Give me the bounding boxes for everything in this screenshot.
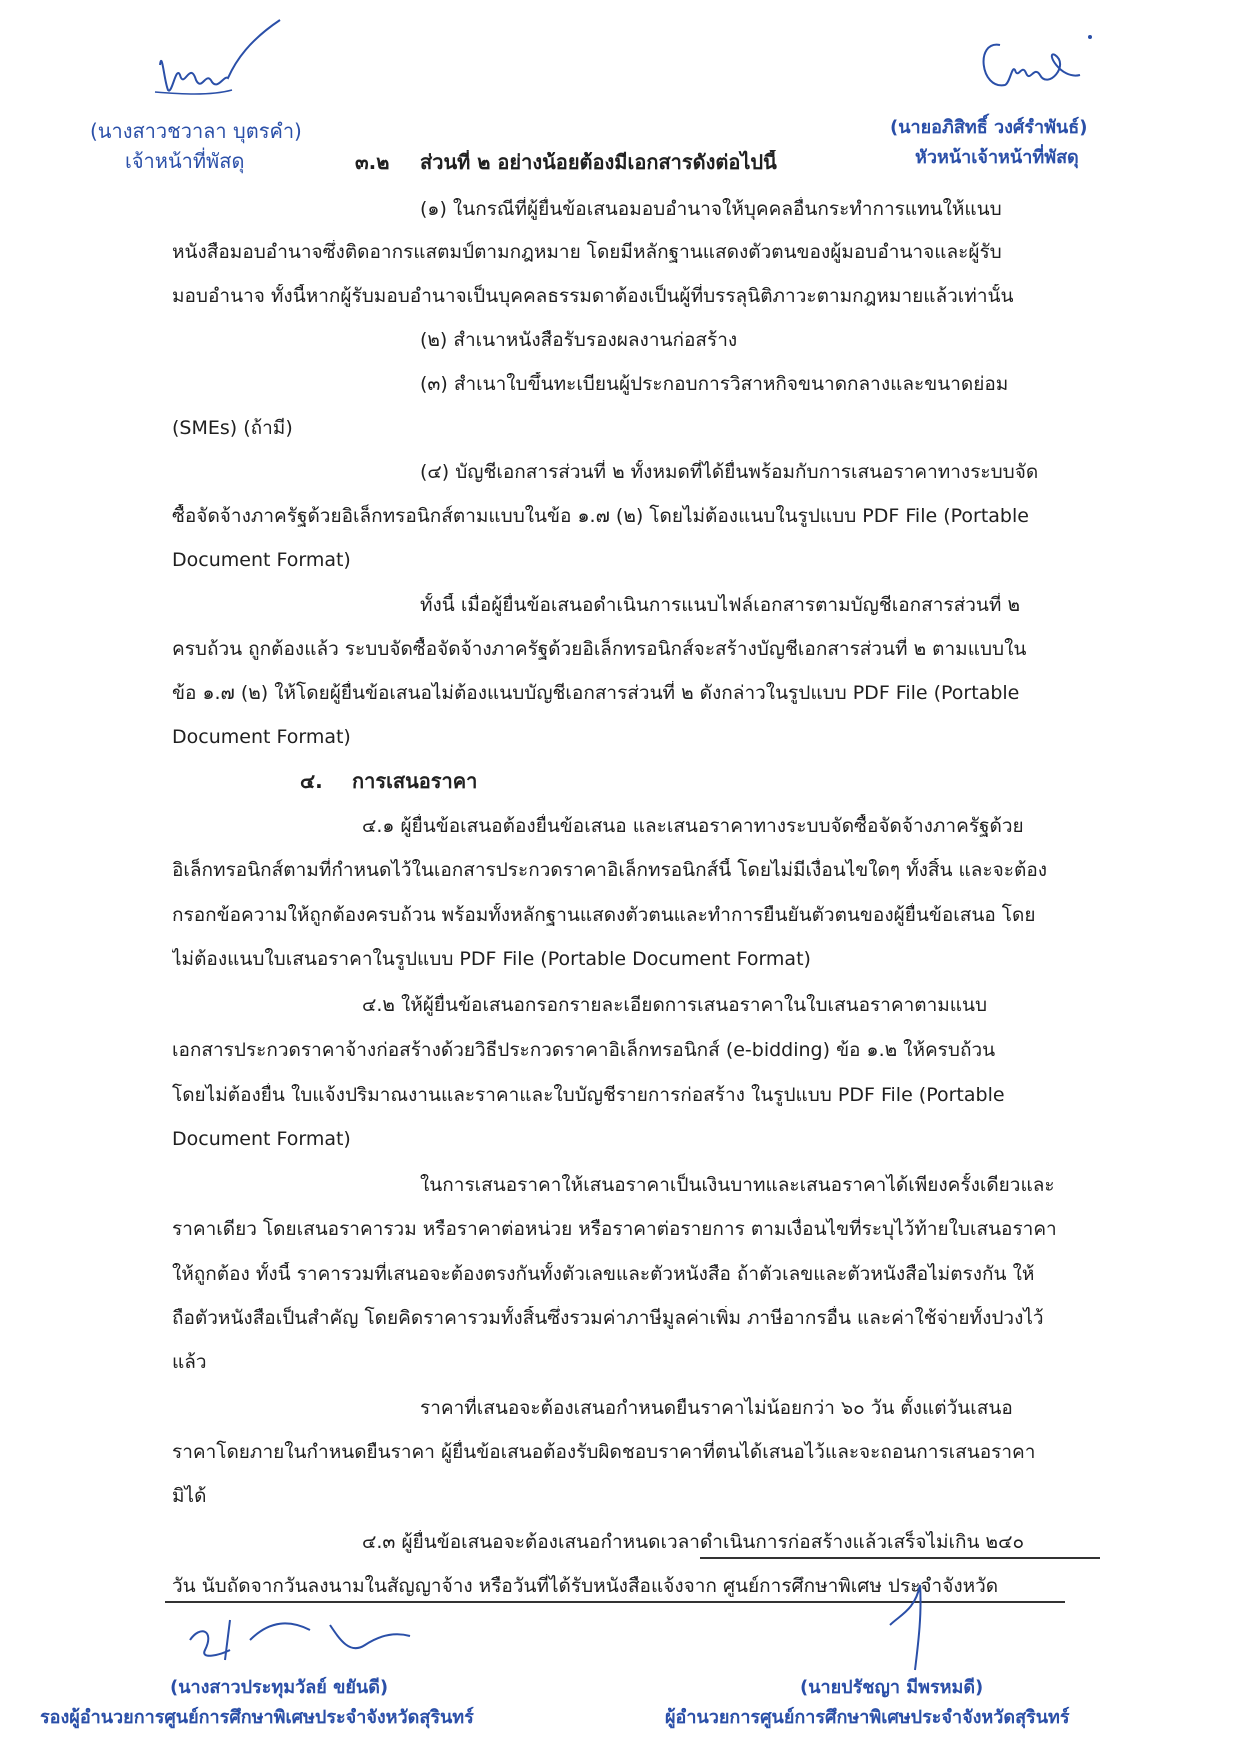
validity-line1: ราคาที่เสนอจะต้องเสนอกำหนดยืนราคาไม่น้อยกว่า ๖๐ วัน ตั้งแต่วันเสนอ [420,1397,1013,1419]
bottom-left-signer-name: (นางสาวประทุมวัลย์ ขยันดี) [170,1677,389,1698]
validity-line3: มิได้ [172,1485,207,1507]
item1-line3: มอบอำนาจ ทั้งนี้หากผู้รับมอบอำนาจเป็นบุคคลธรรมดาต้องเป็นผู้ที่บรรลุนิติภาวะตามกฎหมายแล้วเท่านั้น [172,285,1014,307]
p41-line1: ๔.๑ ผู้ยื่นข้อเสนอต้องยื่นข้อเสนอ และเสนอราคาทางระบบจัดซื้อจัดจ้างภาครัฐด้วย [362,815,1024,837]
signature-top-right [960,25,1110,105]
section-4-number: ๔. [300,769,323,793]
p42-line4: Document Format) [172,1128,351,1150]
item1-line1: (๑) ในกรณีที่ผู้ยื่นข้อเสนอมอบอำนาจให้บุคคลอื่นกระทำการแทนให้แนบ [420,198,1002,220]
p41-line3: กรอกข้อความให้ถูกต้องครบถ้วน พร้อมทั้งหลักฐานแสดงตัวตนและทำการยืนยันตัวตนของผู้ยื่นข้อเสนอ โดย [172,904,1036,926]
note-line2: ครบถ้วน ถูกต้องแล้ว ระบบจัดซื้อจัดจ้างภาครัฐด้วยอิเล็กทรอนิกส์จะสร้างบัญชีเอกสารส่วนที่ ๒ ตามแบบใน [172,638,1027,660]
section-3-2-number: ๓.๒ [355,150,390,174]
top-left-signer-name: (นางสาวชวาลา บุตรคำ) [90,119,302,143]
p41-line2: อิเล็กทรอนิกส์ตามที่กำหนดไว้ในเอกสารประกวดราคาอิเล็กทรอนิกส์นี้ โดยไม่มีเงื่อนไขใดๆ ทั้งสิ้น และจะต้อง [172,859,1048,881]
item4-line2: ซื้อจัดจ้างภาครัฐด้วยอิเล็กทรอนิกส์ตามแบบในข้อ ๑.๗ (๒) โดยไม่ต้องแนบในรูปแบบ PDF File (Portable [172,505,1029,527]
section-4-heading: การเสนอราคา [352,769,478,793]
signature-bottom-left [180,1600,420,1670]
price-line1: ในการเสนอราคาให้เสนอราคาเป็นเงินบาทและเสนอราคาได้เพียงครั้งเดียวและ [420,1174,1055,1196]
p41-line4: ไม่ต้องแนบใบเสนอราคาในรูปแบบ PDF File (Portable Document Format) [172,948,811,970]
price-line4: ถือตัวหนังสือเป็นสำคัญ โดยคิดราคารวมทั้งสิ้นซึ่งรวมค่าภาษีมูลค่าเพิ่ม ภาษีอากรอื่น และค่าใช้จ่ายทั้งปวงไว้ [172,1307,1044,1329]
bottom-left-signer-role: รองผู้อำนวยการศูนย์การศึกษาพิเศษประจำจังหวัดสุรินทร์ [40,1707,474,1728]
p43-underline-1 [700,1557,1100,1559]
validity-line2: ราคาโดยภายในกำหนดยืนราคา ผู้ยื่นข้อเสนอต้องรับผิดชอบราคาที่ตนได้เสนอไว้และจะถอนการเสนอราคา [172,1441,1036,1463]
price-line3: ให้ถูกต้อง ทั้งนี้ ราคารวมที่เสนอจะต้องตรงกันทั้งตัวเลขและตัวหนังสือ ถ้าตัวเลขและตัวหนังสือไม่ตรงกัน ให้ [172,1263,1035,1285]
p43-line2: วัน นับถัดจากวันลงนามในสัญญาจ้าง หรือวันที่ได้รับหนังสือแจ้งจาก ศูนย์การศึกษาพิเศษ ประจำจังหวัด [172,1575,999,1597]
item4-line1: (๔) บัญชีเอกสารส่วนที่ ๒ ทั้งหมดที่ได้ยื่นพร้อมกับการเสนอราคาทางระบบจัด [420,461,1039,483]
item3-line2: (SMEs) (ถ้ามี) [172,417,293,439]
note-line4: Document Format) [172,726,351,748]
bottom-right-signer-name: (นายปรัชญา มีพรหมดี) [800,1677,984,1698]
item4-line3: Document Format) [172,549,351,571]
p42-line3: โดยไม่ต้องยื่น ใบแจ้งปริมาณงานและราคาและใบบัญชีรายการก่อสร้าง ในรูปแบบ PDF File (Portable [172,1084,1005,1106]
item2: (๒) สำเนาหนังสือรับรองผลงานก่อสร้าง [420,329,738,351]
p42-line1: ๔.๒ ให้ผู้ยื่นข้อเสนอกรอกรายละเอียดการเสนอราคาในใบเสนอราคาตามแนบ [362,994,988,1016]
p42-line2: เอกสารประกวดราคาจ้างก่อสร้างด้วยวิธีประกวดราคาอิเล็กทรอนิกส์ (e-bidding) ข้อ ๑.๒ ให้ครบถ้วน [172,1039,996,1061]
price-line5: แล้ว [172,1351,207,1373]
top-right-signer-role: หัวหน้าเจ้าหน้าที่พัสดุ [915,147,1079,168]
top-left-signer-role: เจ้าหน้าที่พัสดุ [125,149,245,173]
note-line3: ข้อ ๑.๗ (๒) ให้โดยผู้ยื่นข้อเสนอไม่ต้องแนบบัญชีเอกสารส่วนที่ ๒ ดังกล่าวในรูปแบบ PDF File (Portable [172,682,1020,704]
top-right-signer-name: (นายอภิสิทธิ์ วงศ์รำพันธ์) [890,117,1088,138]
note-line1: ทั้งนี้ เมื่อผู้ยื่นข้อเสนอดำเนินการแนบไฟล์เอกสารตามบัญชีเอกสารส่วนที่ ๒ [420,594,1020,616]
item1-line2: หนังสือมอบอำนาจซึ่งติดอากรแสตมป์ตามกฎหมาย โดยมีหลักฐานแสดงตัวตนของผู้มอบอำนาจและผู้รับ [172,241,1002,263]
p43-line1: ๔.๓ ผู้ยื่นข้อเสนอจะต้องเสนอกำหนดเวลาดำเนินการก่อสร้างแล้วเสร็จไม่เกิน ๒๔๐ [362,1531,1025,1553]
signature-top-left [150,20,290,110]
section-3-2-heading: ส่วนที่ ๒ อย่างน้อยต้องมีเอกสารดังต่อไปนี้ [420,150,777,174]
price-line2: ราคาเดียว โดยเสนอราคารวม หรือราคาต่อหน่วย หรือราคาต่อรายการ ตามเงื่อนไขที่ระบุไว้ท้ายใบเสนอราคา [172,1218,1057,1240]
signature-bottom-right [860,1575,980,1675]
item3-line1: (๓) สำเนาใบขึ้นทะเบียนผู้ประกอบการวิสาหกิจขนาดกลางและขนาดย่อม [420,373,1009,395]
bottom-right-signer-role: ผู้อำนวยการศูนย์การศึกษาพิเศษประจำจังหวัดสุรินทร์ [665,1707,1070,1728]
